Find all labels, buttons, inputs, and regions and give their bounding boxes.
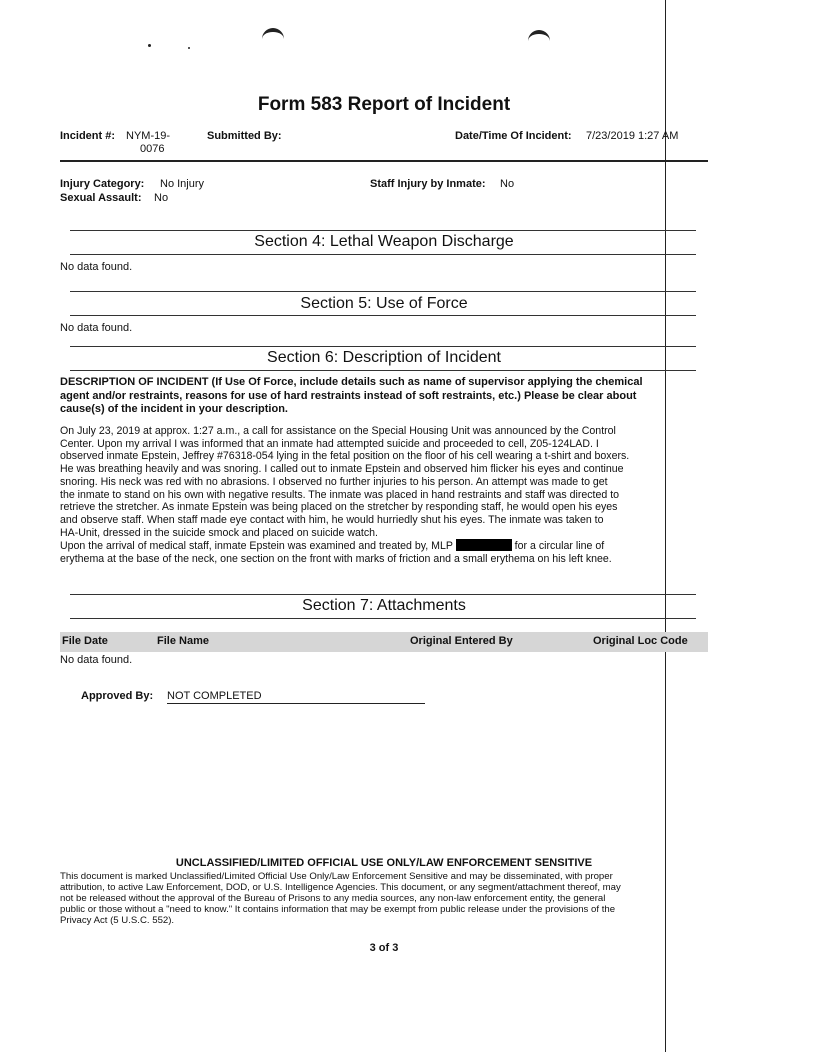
narrative-line: On July 23, 2019 at approx. 1:27 a.m., a call for assistance on the Special Housing Unit was announced by the Control [60,425,616,437]
instruction-line: cause(s) of the incident in your description. [60,403,288,415]
form-title: Form 583 Report of Incident [257,94,511,115]
incident-number-line1: NYM-19- [126,130,171,142]
scan-dot [148,44,151,47]
section-divider [70,618,696,619]
section7-body: No data found. [60,654,133,666]
approved-by-label: Approved By: [81,690,154,702]
section-divider [70,370,696,371]
scan-dot [188,47,190,49]
medical-line-before: Upon the arrival of medical staff, inmate Epstein was examined and treated by, MLP [60,540,453,553]
notice-line: attribution, to active Law Enforcement, DOD, or U.S. Intelligence Agencies. This document, or any segment/attachment thereof, may [60,882,621,893]
section5-body: No data found. [60,322,133,334]
redaction-box [456,539,512,551]
medical-line [60,539,708,553]
section-divider [70,291,696,292]
column-file-date[interactable]: File Date [62,635,108,647]
section4-title: Section 4: Lethal Weapon Discharge [254,233,514,250]
description-instructions [60,376,708,417]
narrative-line: and observe staff. When staff made eye contact with him, he would hurriedly shut his eyes. The inmate was taken to [60,513,604,526]
section-divider [70,230,696,231]
notice-line: Privacy Act (5 U.S.C. 552). [60,915,175,926]
date-time-value: 7/23/2019 1:27 AM [586,130,679,142]
date-time-label: Date/Time Of Incident: [455,130,572,142]
section5-title: Section 5: Use of Force [300,295,468,312]
header-divider [60,160,708,162]
column-original-entered-by[interactable]: Original Entered By [410,635,513,647]
injury-category-value: No Injury [160,178,205,190]
section6-title: Section 6: Description of Incident [267,349,501,366]
narrative-line: snoring. His neck was red with no abrasions. I observed no further injuries to his person. An attempt was made to get [60,475,608,488]
narrative-line: Center. Upon my arrival I was informed that an inmate had attempted suicide and proceeded to cell, Z05-124LAD. I [60,437,599,450]
section-divider [70,346,696,347]
approved-by-value: NOT COMPLETED [167,690,425,704]
column-original-loc-code[interactable]: Original Loc Code [593,635,688,647]
incident-label: Incident #: [60,130,116,142]
narrative-line: observed inmate Epstein, Jeffrey #76318-054 lying in the fetal position on the floor of his cell wearing a t-shirt and boxers. [60,450,630,463]
column-file-name[interactable]: File Name [157,635,209,647]
attachments-table-header [60,632,708,652]
incident-number-line2: 0076 [140,143,165,155]
section7-title: Section 7: Attachments [302,597,466,614]
section-divider [70,254,696,255]
scan-mark [528,30,550,44]
medical-line-after: for a circular line of [514,540,605,553]
page-number: 3 of 3 [369,942,399,954]
submitted-by-label: Submitted By: [207,130,282,142]
narrative-line: the inmate to stand on his own with negative results. The inmate was placed in hand restraints and staff was directed to [60,488,620,501]
staff-injury-value: No [500,178,515,190]
sexual-assault-label: Sexual Assault: [60,192,142,204]
narrative-line: erythema at the base of the neck, one section on the front with marks of friction and a small erythema on his left knee. [60,553,612,566]
scan-mark [262,28,284,42]
classification-notice [60,871,700,926]
notice-line: public or those without a "need to know." It contains information that may be exempt from public release under the provisions of the [60,904,616,915]
section-divider [70,594,696,595]
sexual-assault-value: No [154,192,169,204]
incident-narrative [60,425,708,566]
notice-line: not be released without the approval of the Bureau of Prisons to any media sources, any non-law enforcement entity, the general [60,893,606,904]
staff-injury-label: Staff Injury by Inmate: [370,178,486,190]
instruction-line: DESCRIPTION OF INCIDENT (If Use Of Force, include details such as name of supervisor applying the chemical [60,376,643,388]
section-divider [70,315,696,316]
instruction-line: agent and/or restraints, reasons for use of hard restraints instead of soft restraints, etc.) Please be clear about [60,389,637,402]
notice-line: This document is marked Unclassified/Limited Official Use Only/Law Enforcement Sensitive and may be disseminated, with proper [60,871,613,882]
section4-body: No data found. [60,261,133,273]
classification-heading: UNCLASSIFIED/LIMITED OFFICIAL USE ONLY/LAW ENFORCEMENT SENSITIVE [175,857,593,869]
narrative-line: HA-Unit, dressed in the suicide smock and placed on suicide watch. [60,526,378,539]
narrative-line: He was breathing heavily and was snoring. I called out to inmate Epstein and observed him flicker his eyes and continue [60,463,624,476]
injury-category-label: Injury Category: [60,178,145,190]
narrative-line: retrieve the stretcher. As inmate Epstein was being placed on the stretcher by responding staff, he would open his eyes [60,501,618,514]
